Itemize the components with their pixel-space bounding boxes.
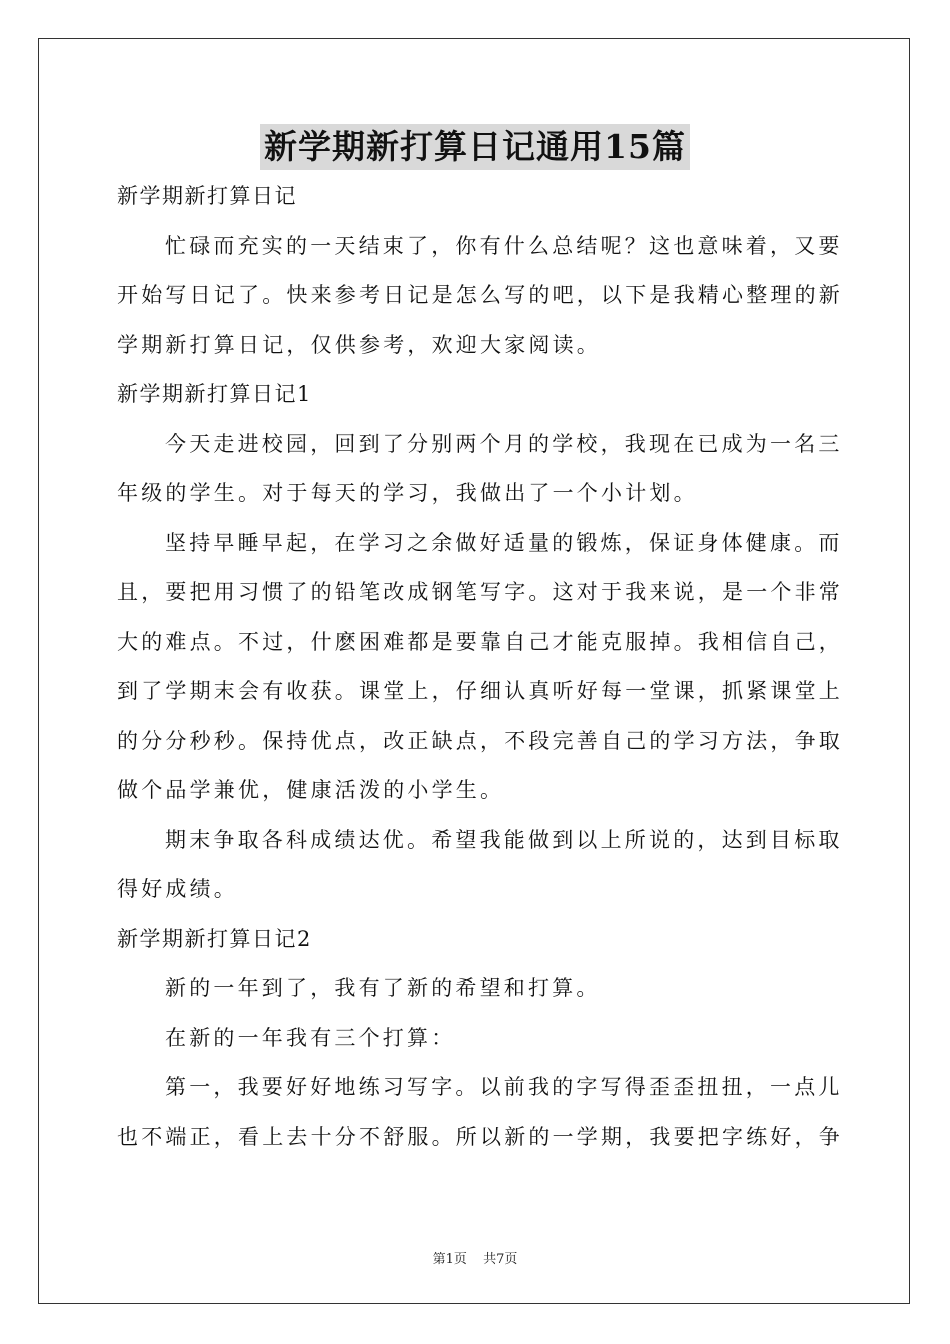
- paragraph-line: 在新的一年我有三个打算：: [165, 1025, 456, 1050]
- paragraph-line: 大的难点。不过，什麽困难都是要靠自己才能克服掉。我相信自己，: [117, 629, 843, 654]
- paragraph-line: 今天走进校园，回到了分别两个月的学校，我现在已成为一名三: [165, 431, 843, 456]
- page-number: 第1页: [432, 1252, 467, 1267]
- paragraph-line: 且，要把用习惯了的铅笔改成钢笔写字。这对于我来说，是一个非常: [117, 580, 843, 604]
- section-heading: 新学期新打算日记: [117, 184, 297, 208]
- paragraph-line: 坚持早睡早起，在学习之余做好适量的锻炼，保证身体健康。而: [165, 530, 843, 555]
- section-heading: 新学期新打算日记2: [117, 926, 312, 951]
- paragraph-line: 到了学期末会有收获。课堂上，仔细认真听好每一堂课，抓紧课堂上: [117, 679, 843, 703]
- paragraph-line: 年级的学生。对于每天的学习，我做出了一个小计划。: [117, 481, 698, 505]
- paragraph-line: 忙碌而充实的一天结束了，你有什么总结呢？这也意味着，又要: [165, 233, 843, 258]
- paragraph-line: 期末争取各科成绩达优。希望我能做到以上所说的，达到目标取: [165, 827, 843, 852]
- paragraph-line: 的分分秒秒。保持优点，改正缺点，不段完善自己的学习方法，争取: [117, 728, 843, 753]
- section-heading: 新学期新打算日记1: [117, 382, 312, 406]
- paragraph-line: 第一，我要好好地练习写字。以前我的字写得歪歪扭扭，一点儿: [165, 1075, 843, 1099]
- document-title: 新学期新打算日记通用15篇: [260, 124, 690, 170]
- page-total: 共7页: [483, 1252, 518, 1267]
- paragraph-line: 也不端正，看上去十分不舒服。所以新的一学期，我要把字练好，争: [117, 1124, 843, 1149]
- paragraph-line: 开始写日记了。快来参考日记是怎么写的吧，以下是我精心整理的新: [117, 283, 843, 307]
- paragraph-line: 学期新打算日记，仅供参考，欢迎大家阅读。: [117, 332, 601, 357]
- paragraph-line: 得好成绩。: [117, 877, 238, 901]
- page-footer: [0, 1248, 950, 1267]
- paragraph-line: 新的一年到了，我有了新的希望和打算。: [165, 976, 601, 1000]
- document-body: [117, 172, 843, 1162]
- paragraph-line: 做个品学兼优，健康活泼的小学生。: [117, 778, 505, 802]
- title-container: [0, 124, 950, 170]
